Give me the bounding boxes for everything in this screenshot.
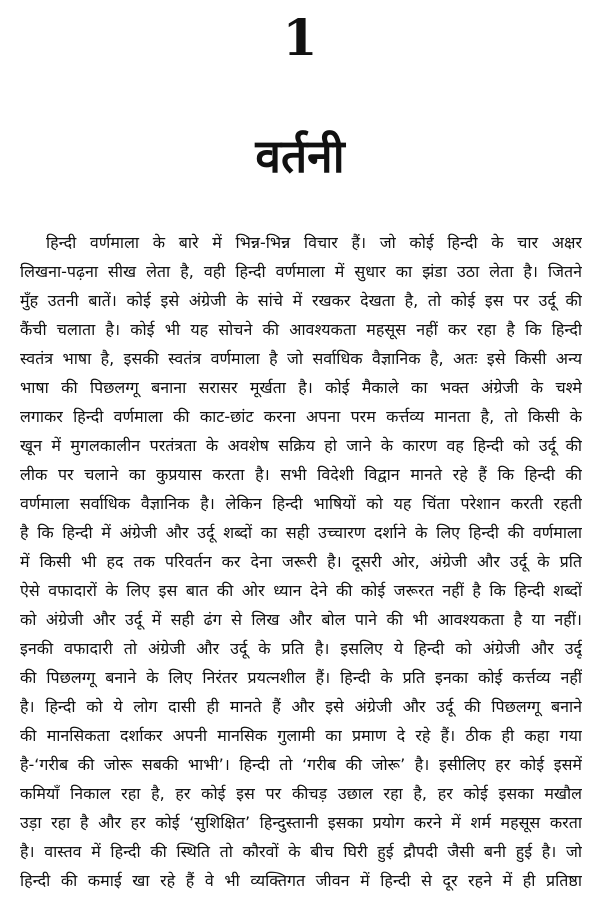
text-line: वर्णमाला सर्वाधिक वैज्ञानिक है। लेकिन हिन्दी भाषियों को यह चिंता परेशान करती रहती [20,494,582,513]
text-line: है कि हिन्दी में अंग्रेजी और उर्दू शब्दों का सही उच्चारण दर्शाने के लिए हिन्दी की वर्णमाला [20,523,582,542]
text-line: ऐसे वफादारों के लिए इस बात की ओर ध्यान देने की कोई जरूरत नहीं है कि हिन्दी शब्दों [20,581,582,600]
text-line: कैंची चलाता है। कोई भी यह सोचने की आवश्यकता महसूस नहीं कर रहा है कि हिन्दी [20,320,582,339]
chapter-title: वर्तनी [255,129,345,183]
text-line: इनकी वफादारी तो अंग्रेजी और उर्दू के प्रति है। इसलिए ये हिन्दी को अंग्रेजी और उर्दू [20,639,582,658]
text-line: है। हिन्दी को ये लोग दासी ही मानते हैं और इसे अंग्रेजी और उर्दू की पिछलग्गू बनाने [20,697,582,716]
text-line: हिन्दी की कमाई खा रहे हैं वे भी व्यक्तिगत जीवन में हिन्दी से दूर रहने में ही प्रतिष्ठा [20,871,582,890]
text-line: में किसी भी हद तक परिवर्तन कर देना जरूरी है। दूसरी ओर, अंग्रेजी और उर्दू के प्रति [20,552,582,571]
text-line: है। वास्तव में हिन्दी की स्थिति तो कौरवों के बीच घिरी हुई द्रौपदी जैसी बनी हुई है। जो [20,842,582,861]
chapter-number: 1 [282,8,318,67]
text-line: हिन्दी वर्णमाला के बारे में भिन्न-भिन्न विचार हैं। जो कोई हिन्दी के चार अक्षर [46,233,582,252]
text-line: लगाकर हिन्दी वर्णमाला की काट-छांट करना अपना परम कर्त्तव्य मानता है, तो किसी के [20,407,582,426]
text-line: लिखना-पढ़ना सीख लेता है, वही हिन्दी वर्णमाला में सुधार का झंडा उठा लेता है। जितने [20,262,582,281]
body-paragraph [20,228,582,895]
text-line: को अंग्रेजी और उर्दू में सही ढंग से लिख और बोल पाने की भी आवश्यकता है या नहीं। [20,610,582,629]
text-line: उड़ा रहा है और हर कोई ‘सुशिक्षित’ हिन्दुस्तानी इसका प्रयोग करने में शर्म महसूस करता [20,813,582,832]
text-line: कमियाँ निकाल रहा है, हर कोई इस पर कीचड़ उछाल रहा है, हर कोई इसका मखौल [20,784,582,803]
text-line: मुँह उतनी बातें। कोई इसे अंग्रेजी के सांचे में रखकर देखता है, तो कोई इस पर उर्दू की [20,291,582,310]
text-line: की मानसिकता दर्शाकर अपनी मानसिक गुलामी का प्रमाण दे रहे हैं। ठीक ही कहा गया [20,726,582,745]
text-line: है-‘गरीब की जोरू सबकी भाभी’। हिन्दी तो ‘गरीब की जोरू’ है। इसीलिए हर कोई इसमें [20,755,582,774]
text-line: स्वतंत्र भाषा है, इसकी स्वतंत्र वर्णमाला है जो सर्वाधिक वैज्ञानिक है, अतः इसे किसी अन्य [20,349,582,368]
text-line: की पिछलग्गू बनाने के लिए निरंतर प्रयत्नशील हैं। हिन्दी के प्रति इनका कोई कर्त्तव्य नहीं [20,668,582,687]
text-line: खून में मुगलकालीन परतंत्रता के अवशेष सक्रिय हो जाने के कारण वह हिन्दी को उर्दू की [20,436,582,455]
text-line: लीक पर चलाने का कुप्रयास करता है। सभी विदेशी विद्वान मानते रहे हैं कि हिन्दी की [20,465,582,484]
text-line: भाषा की पिछलग्गू बनाना सरासर मूर्खता है। कोई मैकाले का भक्त अंग्रेजी के चश्मे [20,378,582,397]
